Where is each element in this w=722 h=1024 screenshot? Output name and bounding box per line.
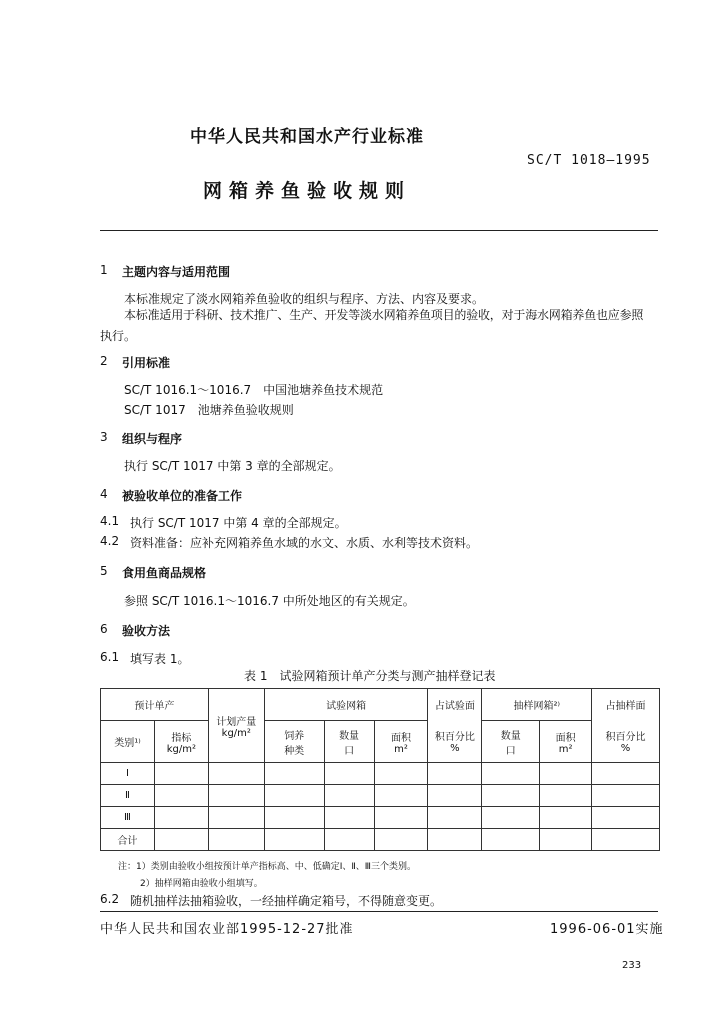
clause-text: 随机抽样法抽箱验收，一经抽样确定箱号，不得随意变更。: [130, 894, 443, 908]
footer-divider: [100, 911, 658, 912]
document-title: 网箱养鱼验收规则: [203, 180, 412, 202]
header-pct-sample: 占抽样面: [592, 689, 660, 721]
clause-text: 资料准备：应补充网箱养鱼水域的水文、水质、水利等技术资料。: [130, 536, 479, 550]
table-row: [101, 785, 660, 807]
paragraph: 参照 SC/T 1016.1～1016.7 中所处地区的有关规定。: [124, 594, 415, 608]
row-label: Ⅱ: [101, 785, 155, 807]
paragraph: 本标准适用于科研、技术推广、生产、开发等淡水网箱养鱼项目的验收，对于海水网箱养鱼也应参照: [124, 308, 644, 322]
section-number: 3: [100, 430, 108, 444]
reference-item: SC/T 1016.1～1016.7 中国池塘养鱼技术规范: [124, 383, 384, 397]
section-heading: 引用标准: [122, 356, 171, 370]
page-number: 233: [622, 960, 642, 971]
section-number: 5: [100, 564, 108, 578]
header-pct-sample-unit: 积百分比 %: [592, 721, 660, 763]
clause-number: 4.2: [100, 534, 120, 548]
clause-text: 执行 SC/T 1017 中第 4 章的全部规定。: [130, 516, 347, 530]
header-index: 指标 kg/m²: [154, 721, 208, 763]
section-number: 1: [100, 263, 108, 277]
header-quantity: 数量 口: [324, 721, 374, 763]
clause-number: 6.2: [100, 892, 120, 906]
table-caption: 表 1 试验网箱预计单产分类与测产抽样登记表: [244, 669, 496, 683]
section-number: 2: [100, 354, 108, 368]
section-number: 4: [100, 487, 108, 501]
section-heading: 食用鱼商品规格: [122, 566, 207, 580]
row-label: 合计: [101, 829, 155, 851]
header-trial-cages: 试验网箱: [264, 689, 428, 721]
section-heading: 验收方法: [122, 624, 171, 638]
header-sample-area: 面积 m²: [540, 721, 592, 763]
clause-text: 填写表 1。: [130, 652, 190, 666]
table-row: [101, 829, 660, 851]
header-pct-trial: 占试验面: [428, 689, 482, 721]
header-pct-trial-unit: 积百分比 %: [428, 721, 482, 763]
registration-table: [100, 688, 660, 851]
header-area: 面积 m²: [374, 721, 428, 763]
section-number: 6: [100, 622, 108, 636]
clause-number: 6.1: [100, 650, 120, 664]
section-heading: 主题内容与适用范围: [122, 265, 231, 279]
header-species: 饲养 种类: [264, 721, 324, 763]
table-note: 2）抽样网箱由验收小组填写。: [140, 879, 263, 889]
effective-date: 1996-06-01实施: [550, 922, 664, 937]
standard-code: SC/T 1018—1995: [527, 153, 651, 168]
section-heading: 组织与程序: [122, 432, 183, 446]
approval-note: 中华人民共和国农业部1995-12-27批准: [100, 922, 354, 937]
header-estimated-yield: 预计单产: [101, 689, 209, 721]
standard-organization: 中华人民共和国水产行业标准: [190, 127, 424, 147]
row-label: Ⅰ: [101, 763, 155, 785]
table-row: [101, 807, 660, 829]
table-note: 注：1）类别由验收小组按预计单产指标高、中、低确定Ⅰ、Ⅱ、Ⅲ三个类别。: [118, 862, 417, 872]
section-heading: 被验收单位的准备工作: [122, 489, 243, 503]
header-sample-cages: 抽样网箱²⁾: [482, 689, 592, 721]
paragraph: 本标准规定了淡水网箱养鱼验收的组织与程序、方法、内容及要求。: [124, 292, 485, 306]
header-divider: [100, 230, 658, 231]
reference-item: SC/T 1017 池塘养鱼验收规则: [124, 403, 294, 417]
table-row: [101, 763, 660, 785]
clause-number: 4.1: [100, 514, 120, 528]
paragraph: 执行。: [100, 329, 137, 343]
header-planned-yield: 计划产量 kg/m²: [208, 689, 264, 763]
header-category: 类别¹⁾: [101, 721, 155, 763]
row-label: Ⅲ: [101, 807, 155, 829]
paragraph: 执行 SC/T 1017 中第 3 章的全部规定。: [124, 459, 341, 473]
header-sample-quantity: 数量 口: [482, 721, 540, 763]
